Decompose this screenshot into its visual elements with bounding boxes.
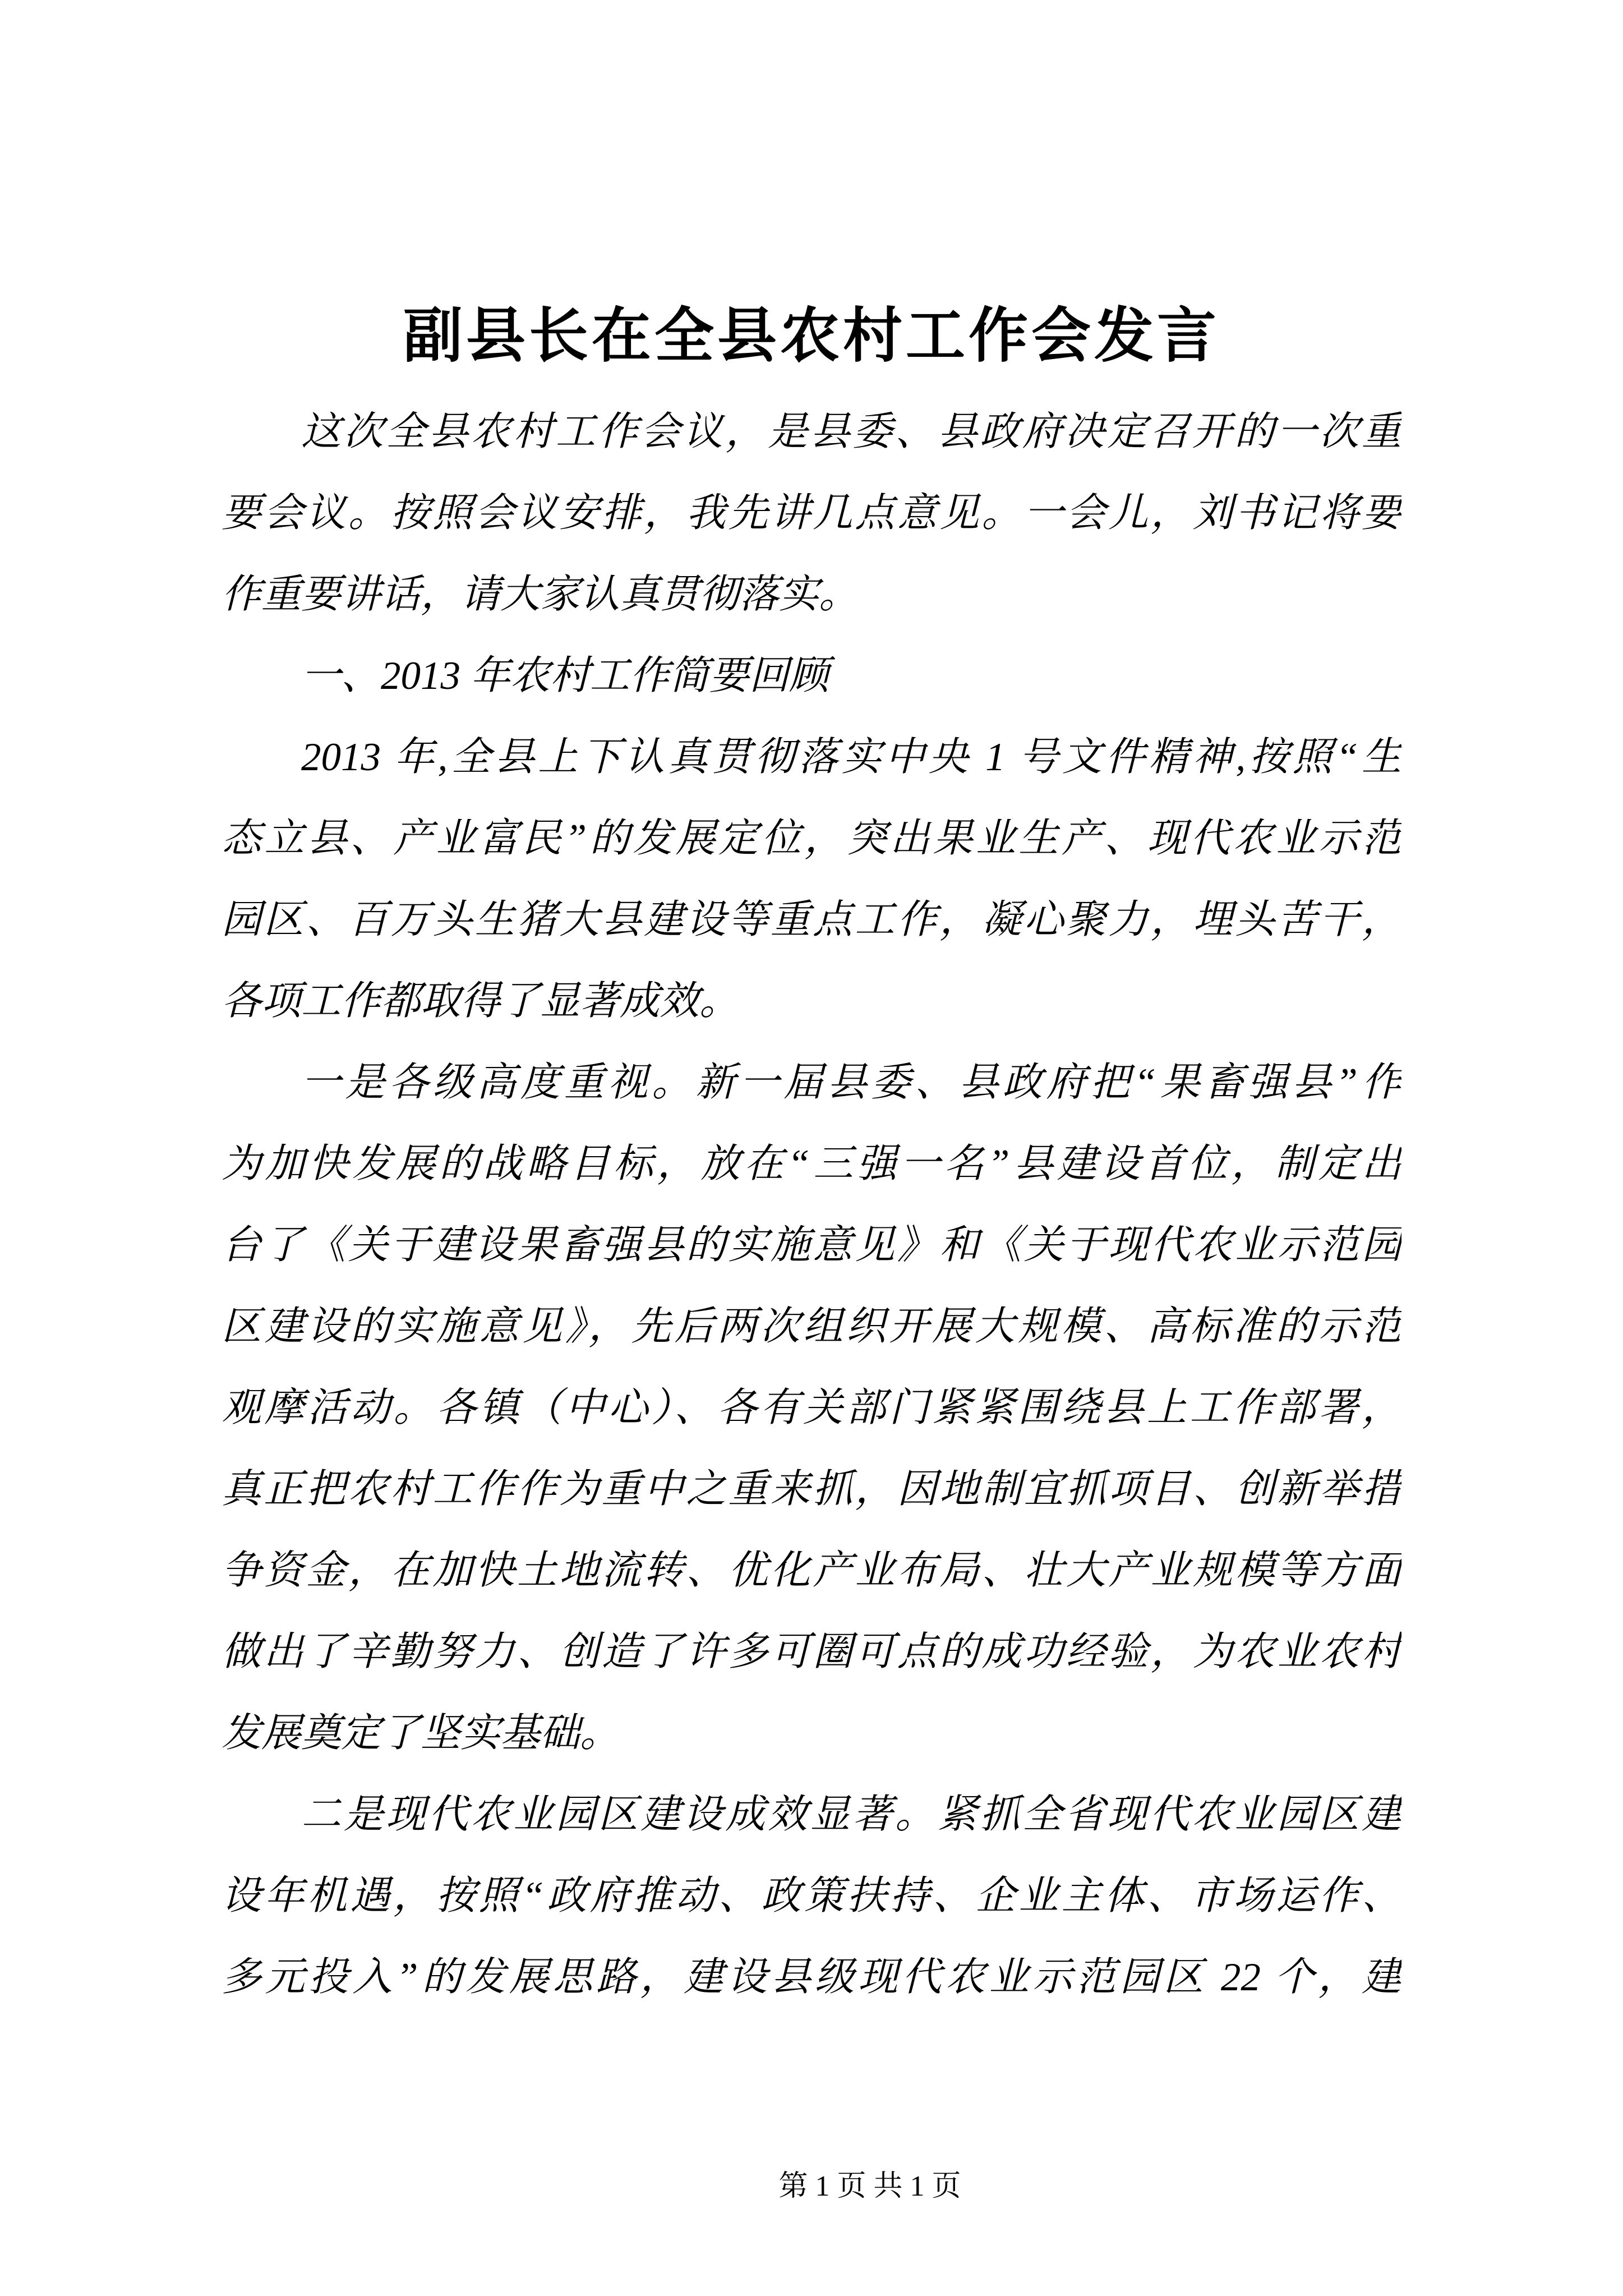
text-line: 台了《关于建设果畜强县的实施意见》和《关于现代农业示范园: [222, 1223, 1401, 1267]
text-line: 一是各级高度重视。新一届县委、县政府把“果畜强县”作: [301, 1061, 1401, 1105]
page-footer: [44, 2119, 1623, 2254]
text-line: 各项工作都取得了显著成效。: [222, 979, 740, 1023]
text-line: 多元投入”的发展思路，建设县级现代农业示范园区 22 个，建: [222, 1955, 1401, 1999]
text-line: 设年机遇，按照“政府推动、政策扶持、企业主体、市场运作、: [222, 1874, 1401, 1918]
text-line: 做出了辛勤努力、创造了许多可圈可点的成功经验，为农业农村: [222, 1630, 1401, 1674]
text-line: 作重要讲话，请大家认真贯彻落实。: [222, 573, 859, 616]
text-line: 园区、百万头生猪大县建设等重点工作，凝心聚力，埋头苦干，: [222, 898, 1401, 942]
text-line: 二是现代农业园区建设成效显著。紧抓全省现代农业园区建: [301, 1793, 1401, 1837]
body-text: [222, 392, 1401, 2018]
text-line: 这次全县农村工作会议，是县委、县政府决定召开的一次重: [301, 410, 1401, 454]
text-line: 态立县、产业富民”的发展定位，突出果业生产、现代农业示范: [222, 817, 1401, 861]
section-heading: 一、2013 年农村工作简要回顾: [301, 654, 829, 698]
text-line: 真正把农村工作作为重中之重来抓，因地制宜抓项目、创新举措: [222, 1467, 1401, 1511]
text-line: 2013 年,全县上下认真贯彻落实中央 1 号文件精神,按照“生: [301, 735, 1401, 779]
page-number-label: 第 1 页 共 1 页: [778, 2170, 961, 2202]
text-line: 区建设的实施意见》，先后两次组织开展大规模、高标准的示范: [222, 1305, 1401, 1349]
text-line: 观摩活动。各镇（中心）、各有关部门紧紧围绕县上工作部署，: [222, 1386, 1401, 1430]
text-line: 争资金，在加快土地流转、优化产业布局、壮大产业规模等方面: [222, 1549, 1401, 1593]
document-title: 副县长在全县农村工作会发言: [403, 303, 1220, 369]
text-line: 发展奠定了坚实基础。: [222, 1711, 620, 1755]
text-line: 要会议。按照会议安排，我先讲几点意见。一会儿，刘书记将要: [222, 491, 1401, 535]
text-line: 为加快发展的战略目标，放在“三强一名”县建设首位，制定出: [222, 1142, 1401, 1186]
